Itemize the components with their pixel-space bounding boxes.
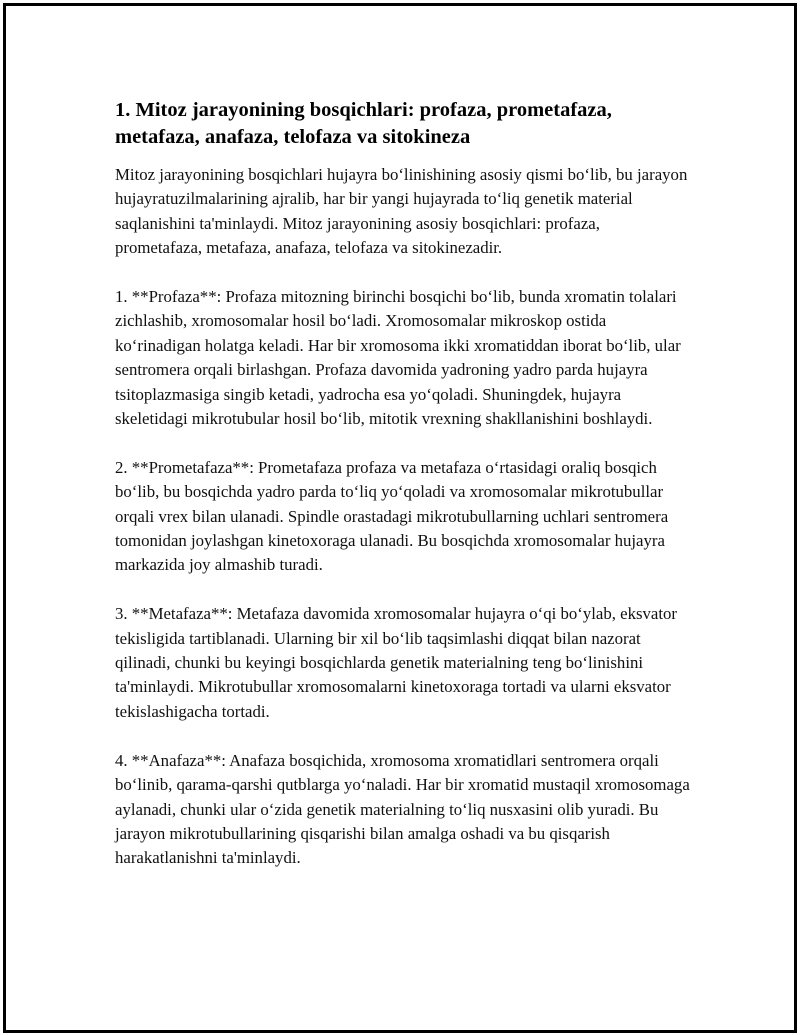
metafaza-paragraph: 3. **Metafaza**: Metafaza davomida xromosomalar hujayra o‘qi bo‘ylab, eksvator tekisligida tartiblanadi. Ularning bir xil bo‘lib taqsimlashi diqqat bilan nazorat qilinadi, chunki bu keyingi bosqichlarda genetik materialning teng bo‘linishini ta'minlaydi. Mikrotubullar xromosomalarni kinetoxoraga tortadi va ularni eksvator tekislashigacha tortadi.	[115, 604, 677, 721]
profaza-paragraph: 1. **Profaza**: Profaza mitozning birinchi bosqichi bo‘lib, bunda xromatin tolalari zichlashib, xromosomalar hosil bo‘ladi. Xromosomalar mikroskop ostida ko‘rinadigan holatga keladi. Har bir xromosoma ikki xromatiddan iborat bo‘lib, ular sentromera orqali birlashgan. Profaza davomida yadroning yadro parda hujayra tsitoplazmasiga singib ketadi, yadrocha esa yo‘qoladi. Shuningdek, hujayra skeletidagi mikrotubular hosil bo‘lib, mitotik vrexning shakllanishini boshlaydi.	[115, 287, 681, 429]
intro-paragraph: Mitoz jarayonining bosqichlari hujayra bo‘linishining asosiy qismi bo‘lib, bu jarayon hujayratuzilmalarining ajralib, har bir yangi hujayrada to‘liq genetik material saqlanishini ta'minlaydi. Mitoz jarayonining asosiy bosqichlari: profaza, prometafaza, metafaza, anafaza, telofaza va sitokinezadir.	[115, 165, 688, 258]
document-body	[115, 97, 690, 895]
section-heading: 1. Mitoz jarayonining bosqichlari: profaza, prometafaza, metafaza, anafaza, telofaza va sitokineza	[115, 99, 612, 148]
anafaza-paragraph: 4. **Anafaza**: Anafaza bosqichida, xromosoma xromatidlari sentromera orqali bo‘linib, qarama-qarshi qutblarga yo‘naladi. Har bir xromatid mustaqil xromosomaga aylanadi, chunki ular o‘zida genetik materialning to‘liq nusxasini olib yuradi. Bu jarayon mikrotubullarining qisqarishi bilan amalga oshadi va bu qisqarish harakatlanishni ta'minlaydi.	[115, 750, 690, 868]
prometafaza-paragraph: 2. **Prometafaza**: Prometafaza profaza va metafaza o‘rtasidagi oraliq bosqich bo‘lib, bu bosqichda yadro parda to‘liq yo‘qoladi va xromosomalar mikrotubullar orqali vrex bilan ulanadi. Spindle orastadagi mikrotubullarning uchlari sentromera tomonidan joylashgan kinetoxoraga ulanadi. Bu bosqichda xromosomalar hujayra markazida joy almashib turadi.	[115, 457, 669, 575]
